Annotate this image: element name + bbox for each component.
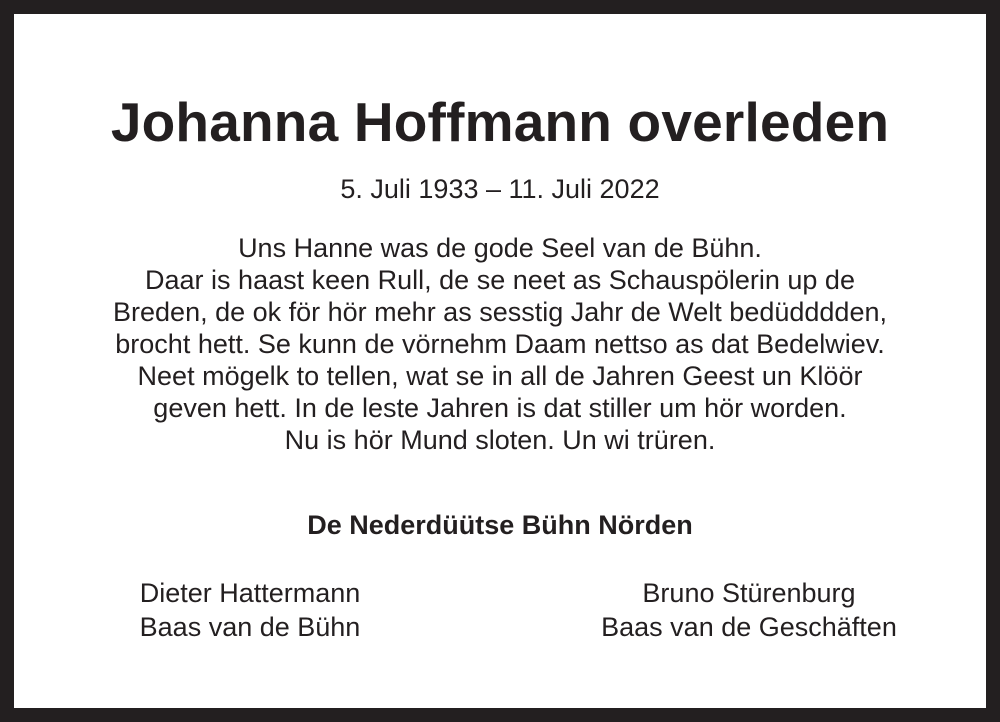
signatory-right bbox=[574, 576, 924, 644]
tribute-line: Daar is haast keen Rull, de se neet as Schauspölerin up de bbox=[145, 265, 855, 295]
organization-name: De Nederdüütse Bühn Nörden bbox=[307, 510, 693, 540]
tribute-line: Neet mögelk to tellen, wat se in all de Jahren Geest un Klöör bbox=[137, 361, 863, 391]
tribute-line: brocht hett. Se kunn de vörnehm Daam nettso as dat Bedelwiev. bbox=[115, 329, 885, 359]
signatory-left bbox=[100, 576, 400, 644]
signatory-name: Dieter Hattermann bbox=[139, 578, 361, 608]
tribute-line: Breden, de ok för hör mehr as sesstig Jahr de Welt bedüdddden, bbox=[113, 297, 887, 327]
obituary-title: Johanna Hoffmann overleden bbox=[110, 91, 890, 153]
tribute-line: geven hett. In de leste Jahren is dat stiller um hör worden. bbox=[153, 393, 847, 423]
life-dates: 5. Juli 1933 – 11. Juli 2022 bbox=[340, 174, 660, 204]
signatory-role: Baas van de Bühn bbox=[139, 612, 361, 642]
tribute-text bbox=[14, 232, 986, 456]
tribute-line: Nu is hör Mund sloten. Un wi trüren. bbox=[284, 425, 716, 455]
obituary-notice bbox=[14, 14, 986, 708]
tribute-line: Uns Hanne was de gode Seel van de Bühn. bbox=[238, 233, 762, 263]
signatory-role: Baas van de Geschäften bbox=[601, 612, 897, 642]
signatory-name: Bruno Stürenburg bbox=[642, 578, 856, 608]
